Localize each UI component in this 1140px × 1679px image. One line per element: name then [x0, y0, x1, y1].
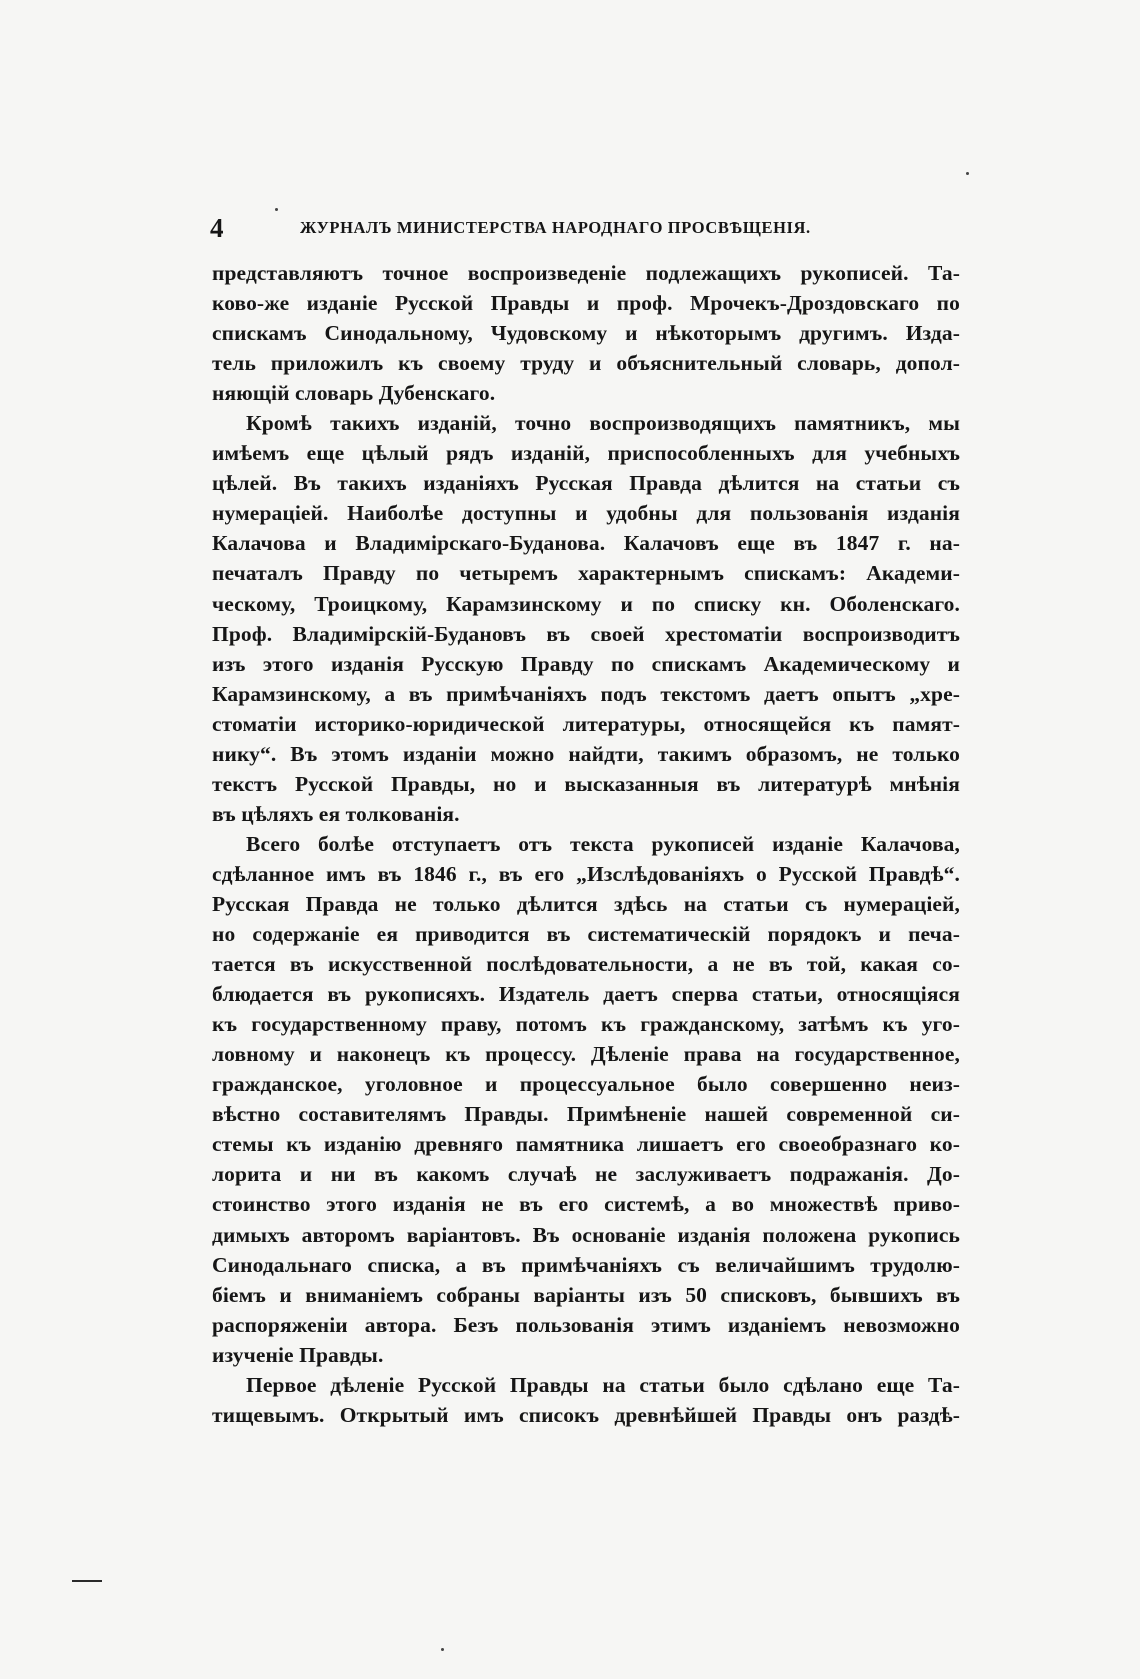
text-line: имѣемъ еще цѣлый рядъ изданій, приспособленныхъ для учебныхъ: [212, 441, 960, 466]
ink-speck: [275, 208, 278, 211]
text-line: спискамъ Синодальному, Чудовскому и нѣкоторымъ другимъ. Изда-: [212, 321, 960, 346]
text-line: Калачова и Владимірскаго-Буданова. Калачовъ еще въ 1847 г. на-: [212, 531, 960, 556]
page-number: 4: [210, 213, 224, 243]
text-line: ловному и наконецъ къ процессу. Дѣленіе права на государственное,: [212, 1042, 960, 1067]
text-line: тель приложилъ къ своему труду и объяснительный словарь, допол-: [212, 351, 960, 376]
text-line: Проф. Владимірскій-Будановъ въ своей хрестоматіи воспроизводитъ: [212, 621, 960, 646]
text-line: лорита и ни въ какомъ случаѣ не заслуживаетъ подражанія. До-: [212, 1162, 960, 1187]
text-line: ческому, Троицкому, Карамзинскому и по списку кн. Оболенскаго.: [212, 591, 960, 616]
text-line: Синодальнаго списка, а въ примѣчаніяхъ съ величайшимъ трудолю-: [212, 1252, 960, 1277]
text-line: Русская Правда не только дѣлится здѣсь на статьи съ нумераціей,: [212, 891, 960, 916]
text-line: стоинство этого изданія не въ его системѣ, а во множествѣ приво-: [212, 1192, 960, 1217]
text-line: нику“. Въ этомъ изданіи можно найдти, такимъ образомъ, не только: [212, 741, 960, 766]
text-line: тается въ искусственной послѣдовательности, а не въ той, какая со-: [212, 952, 960, 977]
journal-title: ЖУРНАЛЪ МИНИСТЕРСТВА НАРОДНАГО ПРОСВѢЩЕНІЯ.: [300, 218, 811, 237]
text-line: текстъ Русской Правды, но и высказанныя въ литературѣ мнѣнія: [212, 771, 960, 796]
text-line: Кромѣ такихъ изданій, точно воспроизводящихъ памятникъ, мы: [246, 411, 960, 436]
text-line: димыхъ авторомъ варіантовъ. Въ основаніе изданія положена рукопись: [212, 1222, 960, 1247]
text-line: нумераціей. Наиболѣе доступны и удобны для пользованія изданія: [212, 501, 960, 526]
text-line: няющій словарь Дубенскаго.: [212, 381, 496, 406]
text-line: но содержаніе ея приводится въ систематическій порядокъ и печа-: [212, 922, 960, 947]
text-line: распоряженіи автора. Безъ пользованія этимъ изданіемъ невозможно: [212, 1312, 960, 1337]
text-line: біемъ и вниманіемъ собраны варіанты изъ 50 списковъ, бывшихъ въ: [212, 1282, 960, 1307]
text-line: вѣстно составителямъ Правды. Примѣненіе нашей современной си-: [212, 1102, 960, 1127]
text-line: въ цѣляхъ ея толкованія.: [212, 801, 460, 826]
text-line: Карамзинскому, а въ примѣчаніяхъ подъ текстомъ даетъ опытъ „хре-: [212, 681, 960, 706]
text-line: сдѣланное имъ въ 1846 г., въ его „Изслѣдованіяхъ о Русской Правдѣ“.: [212, 861, 960, 886]
text-line: гражданское, уголовное и процессуальное было совершенно неиз-: [212, 1072, 960, 1097]
running-head: [210, 213, 962, 243]
text-line: стемы къ изданію древняго памятника лишаетъ его своеобразнаго ко-: [212, 1132, 960, 1157]
text-line: къ государственному праву, потомъ къ гражданскому, затѣмъ къ уго-: [212, 1012, 960, 1037]
text-line: изученіе Правды.: [212, 1342, 384, 1367]
body-text: [212, 258, 960, 1430]
text-line: цѣлей. Въ такихъ изданіяхъ Русская Правда дѣлится на статьи съ: [212, 471, 960, 496]
margin-rule: [72, 1580, 102, 1582]
text-line: тищевымъ. Открытый имъ списокъ древнѣйшей Правды онъ раздѣ-: [212, 1402, 960, 1427]
text-line: Первое дѣленіе Русской Правды на статьи было сдѣлано еще Та-: [246, 1372, 960, 1397]
text-line: представляютъ точное воспроизведеніе подлежащихъ рукописей. Та-: [212, 261, 960, 285]
ink-speck: [441, 1648, 444, 1651]
text-line: стоматіи историко-юридической литературы, относящейся къ памят-: [212, 711, 960, 736]
text-line: блюдается въ рукописяхъ. Издатель даетъ сперва статьи, относящіяся: [212, 982, 960, 1007]
text-line: Всего болѣе отступаетъ отъ текста рукописей изданіе Калачова,: [246, 831, 960, 856]
ink-speck: [966, 172, 969, 175]
text-line: ково-же изданіе Русской Правды и проф. Мрочекъ-Дроздовскаго по: [212, 291, 960, 316]
text-line: печаталъ Правду по четыремъ характернымъ спискамъ: Академи-: [212, 561, 960, 586]
text-line: изъ этого изданія Русскую Правду по спискамъ Академическому и: [212, 651, 960, 676]
